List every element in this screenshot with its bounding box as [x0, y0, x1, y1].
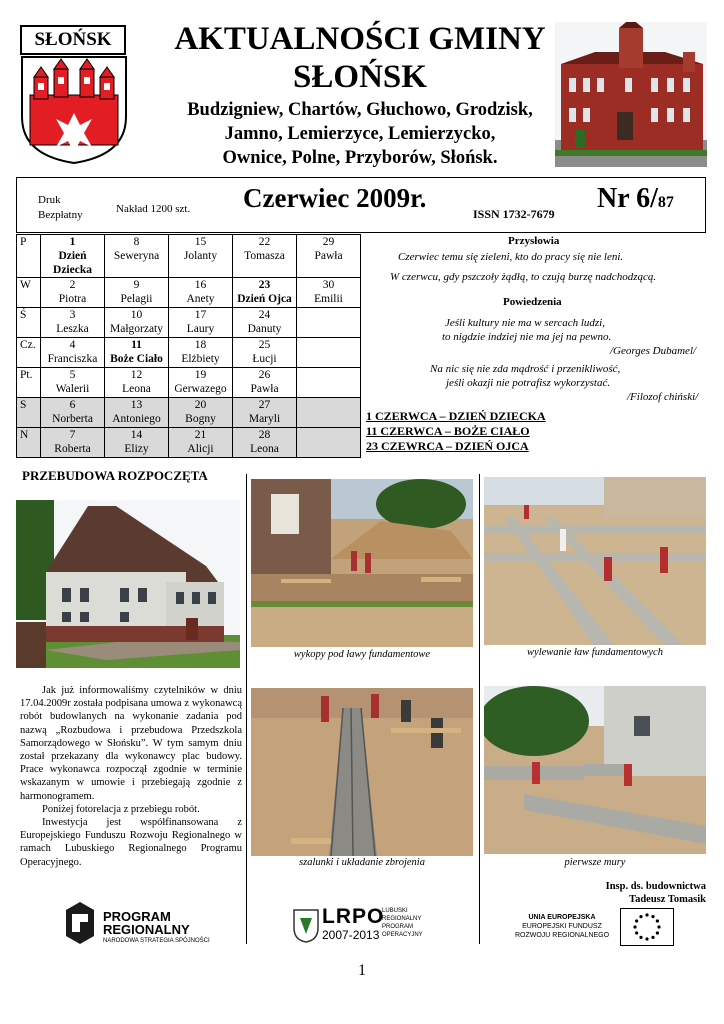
calendar-cell: [233, 428, 297, 458]
calendar-nameday: Dzień Ojca: [237, 293, 292, 305]
circulation: Nakład 1200 szt.: [116, 203, 191, 215]
coat-of-arms-icon: [20, 55, 128, 165]
calendar-cell: [297, 308, 361, 338]
photo-first-walls: [484, 686, 706, 854]
eu-line3: ROZWOJU REGIONALNEGO: [514, 932, 610, 939]
eu-logo-text: [510, 913, 614, 940]
calendar-date: 3: [69, 309, 76, 321]
lrpo-line2: REGIONALNY: [382, 916, 422, 922]
calendar-nameday: Pawła: [250, 383, 279, 395]
calendar-date: 20: [194, 399, 207, 411]
villages-line3: Ownice, Polne, Przyborów, Słońsk.: [222, 148, 498, 168]
calendar-cell: [169, 428, 233, 458]
calendar-date: 6: [69, 399, 76, 411]
calendar-cell: [233, 368, 297, 398]
caption-excavations: wykopy pod ławy fundamentowe: [293, 649, 431, 660]
calendar-cell: [233, 308, 297, 338]
villages-line2: Jamno, Lemierzyce, Lemierzycko,: [224, 124, 496, 144]
calendar-weekday: Ś: [17, 308, 41, 338]
calendar-cell: [41, 338, 105, 368]
calendar-date: 21: [194, 429, 207, 441]
photo-foundation-pouring: [484, 477, 706, 645]
calendar-date: 14: [130, 429, 143, 441]
proverb-2: W czerwcu, gdy pszczoły żądłą, to czują burzę nadchodzącą.: [390, 271, 657, 283]
calendar-row: [17, 308, 361, 338]
calendar-cell: [297, 398, 361, 428]
town-hall-photo: [555, 22, 707, 167]
calendar-cell: [169, 398, 233, 428]
calendar-cell: [169, 308, 233, 338]
program-line3: NARODOWA STRATEGIA SPÓJNOŚCI: [103, 938, 210, 944]
calendar-nameday: Maryli: [248, 413, 281, 425]
calendar-weekday: S: [17, 398, 41, 428]
program-line2: REGIONALNY: [103, 922, 190, 937]
calendar-cell: [169, 235, 233, 278]
calendar-nameday: Gerwazego: [174, 383, 227, 395]
calendar-cell: [105, 428, 169, 458]
calendar-date: 4: [69, 339, 76, 351]
calendar-nameday: Laury: [186, 323, 215, 335]
program-regionalny-logo-icon: [62, 900, 98, 946]
lrpo-main: LRPO: [322, 905, 385, 928]
calendar-cell: [233, 338, 297, 368]
calendar-date: 30: [322, 279, 335, 291]
calendar-date: 1: [69, 236, 76, 248]
photo-formwork-rebar: [251, 688, 473, 856]
signature-name: Tadeusz Tomasik: [629, 894, 706, 905]
calendar-cell: [169, 338, 233, 368]
program-line1: PROGRAM: [103, 909, 171, 924]
villages-line1: Budzigniew, Chartów, Głuchowo, Grodzisk,: [187, 100, 533, 120]
calendar-nameday: Piotra: [58, 293, 87, 305]
calendar-date: 23: [258, 279, 271, 291]
calendar-table: [16, 234, 361, 458]
calendar-cell: [41, 308, 105, 338]
villages-list: [150, 98, 570, 170]
title-line2: SŁOŃSK: [293, 59, 427, 95]
calendar-nameday: Pelagii: [120, 293, 153, 305]
holidays-list: [366, 409, 546, 454]
calendar-cell: [297, 368, 361, 398]
calendar-nameday: Antoniego: [112, 413, 161, 425]
issue-number-main: Nr 6/: [597, 183, 658, 214]
calendar-cell: [105, 308, 169, 338]
calendar-nameday: Alicji: [187, 443, 214, 455]
calendar-date: 29: [322, 236, 335, 248]
quote-1-line2: to nigdzie indziej nie ma jej na pewno.: [442, 331, 612, 343]
proverb-1: Czerwiec temu się zieleni, kto do pracy się nie leni.: [398, 251, 624, 263]
calendar-nameday: Seweryna: [113, 250, 160, 262]
photo-excavations: [251, 479, 473, 647]
calendar-date: 2: [69, 279, 76, 291]
calendar-cell: [41, 398, 105, 428]
holiday-item: 11 CZERWCA – BOŻE CIAŁO: [366, 424, 530, 438]
lrpo-years: 2007-2013: [322, 928, 380, 942]
calendar-nameday: Jolanty: [183, 250, 218, 262]
calendar-row: [17, 368, 361, 398]
free-label: Bezpłatny: [38, 209, 83, 221]
calendar-cell: [41, 428, 105, 458]
calendar-cell: [105, 278, 169, 308]
calendar-cell: [233, 235, 297, 278]
eu-line1: UNIA EUROPEJSKA: [528, 914, 596, 921]
calendar-cell: [233, 398, 297, 428]
title-line1: AKTUALNOŚCI GMINY: [174, 21, 546, 57]
print-info: [38, 193, 83, 223]
calendar-date: 11: [131, 339, 142, 351]
calendar-weekday: Cz.: [17, 338, 41, 368]
caption-first-walls: pierwsze mury: [564, 857, 626, 868]
calendar-cell: [297, 338, 361, 368]
calendar-row: [17, 235, 361, 278]
eu-line2: EUROPEJSKI FUNDUSZ: [522, 923, 602, 930]
calendar-nameday: Leszka: [56, 323, 89, 335]
calendar-date: 26: [258, 369, 271, 381]
calendar-row: [17, 338, 361, 368]
calendar-date: 5: [69, 369, 76, 381]
calendar-row: [17, 398, 361, 428]
quote-1-author: /Georges Dubamel/: [610, 345, 697, 357]
calendar-date: 13: [130, 399, 143, 411]
calendar-nameday: Danuty: [247, 323, 282, 335]
article-heading: PRZEBUDOWA ROZPOCZĘTA: [22, 468, 208, 483]
calendar-date: 15: [194, 236, 207, 248]
print-label: Druk: [38, 194, 61, 206]
page-number: 1: [358, 962, 366, 979]
calendar-nameday: Małgorzaty: [109, 323, 163, 335]
article-body: [20, 684, 242, 869]
quote-2-line1: Na nic się nie zda mądrość i przenikliwość,: [430, 363, 621, 375]
issue-number: [597, 183, 674, 215]
calendar-nameday: Bogny: [185, 413, 216, 425]
calendar-nameday: Elizy: [124, 443, 149, 455]
issue-number-total: 87: [657, 194, 674, 211]
calendar-nameday: Elżbiety: [181, 353, 220, 365]
calendar-date: 10: [130, 309, 143, 321]
calendar-date: 12: [130, 369, 143, 381]
quote-2-author: /Filozof chiński/: [627, 391, 699, 403]
calendar-cell: [105, 235, 169, 278]
signature: [560, 880, 706, 906]
calendar-date: 8: [133, 236, 140, 248]
issue-month: Czerwiec 2009r.: [243, 183, 427, 213]
calendar-date: 22: [258, 236, 271, 248]
quote-1-line1: Jeśli kultury nie ma w sercach ludzi,: [445, 317, 605, 329]
calendar-cell: [169, 368, 233, 398]
calendar-cell: [105, 368, 169, 398]
eu-flag-icon: [620, 908, 674, 946]
calendar-nameday: Norberta: [52, 413, 93, 425]
calendar-row: [17, 428, 361, 458]
lrpo-text: [382, 907, 423, 939]
calendar-cell: [105, 398, 169, 428]
sayings-title: Powiedzenia: [503, 296, 562, 308]
calendar-cell: [297, 235, 361, 278]
lubuskie-crest-icon: [292, 908, 320, 944]
calendar-nameday: Leona: [250, 443, 279, 455]
calendar-cell: [41, 278, 105, 308]
calendar-date: 28: [258, 429, 271, 441]
calendar-nameday: Pawła: [314, 250, 343, 262]
calendar-nameday: Franciszka: [47, 353, 98, 365]
calendar-cell: [41, 235, 105, 278]
calendar-date: 9: [133, 279, 140, 291]
proverbs-title: Przysłowia: [508, 235, 560, 247]
caption-foundation-pouring: wylewanie ław fundamentowych: [527, 647, 663, 658]
calendar-date: 24: [258, 309, 271, 321]
calendar-nameday: Leona: [122, 383, 151, 395]
calendar-nameday: Emilii: [314, 293, 343, 305]
holiday-item: 23 CZEWRCA – DZIEŃ OJCA: [366, 439, 529, 453]
article-paragraph-2: Poniżej fotorelacja z przebiegu robót.: [42, 803, 200, 815]
calendar-date: 16: [194, 279, 207, 291]
issn: ISSN 1732-7679: [473, 207, 555, 221]
calendar-date: 19: [194, 369, 207, 381]
kindergarten-photo: [16, 500, 240, 668]
calendar-nameday: Tomasza: [244, 250, 285, 262]
lrpo-line4: OPERACYJNY: [382, 932, 423, 938]
calendar-weekday: Pt.: [17, 368, 41, 398]
calendar-date: 27: [258, 399, 271, 411]
calendar-cell: [297, 278, 361, 308]
crest-label: SŁOŃSK: [20, 25, 126, 55]
holiday-item: 1 CZERWCA – DZIEŃ DZIECKA: [366, 409, 546, 423]
program-regionalny-logo: [103, 910, 210, 946]
calendar-weekday: P: [17, 235, 41, 278]
calendar-nameday: Łucji: [252, 353, 277, 365]
caption-formwork-rebar: szalunki i układanie zbrojenia: [299, 857, 425, 868]
calendar-nameday: Dzień Dziecka: [53, 250, 92, 276]
lrpo-line1: LUBUSKI: [382, 908, 408, 914]
calendar-cell: [105, 338, 169, 368]
newsletter-title: [140, 20, 580, 96]
calendar-nameday: Walerii: [55, 383, 90, 395]
quote-2-line2: jeśli okazji nie potrafisz wykorzystać.: [446, 377, 611, 389]
article-paragraph-3: Inwestycja jest współfinansowana z Europejskiego Funduszu Rozwoju Regionalnego w ramach Lubuskiego Regionalnego Programu Operacyjnego.: [20, 817, 242, 868]
lrpo-line3: PROGRAM: [382, 924, 414, 930]
calendar-date: 18: [194, 339, 207, 351]
calendar-nameday: Boże Ciało: [110, 353, 163, 365]
calendar-nameday: Anety: [186, 293, 215, 305]
calendar-date: 7: [69, 429, 76, 441]
calendar-date: 25: [258, 339, 271, 351]
calendar-weekday: W: [17, 278, 41, 308]
calendar-nameday: Roberta: [54, 443, 91, 455]
calendar-date: 17: [194, 309, 207, 321]
calendar-cell: [41, 368, 105, 398]
calendar-cell: [169, 278, 233, 308]
calendar-cell: [297, 428, 361, 458]
article-paragraph-1: Jak już informowaliśmy czytelników w dniu 17.04.2009r została podpisana umowa z wykonawcą robót budowlanych na wykonanie zadania pod nazwą „Rozbudowa i przebudowa Przedszkola Samorządowego w Słońsku”. W tym samym dniu został przekazany dla wykonawcy plac budowy. Prace wykonawca rozpoczął zgodnie w terminie wskazanym w umowie i przebiegają zgodnie z harmonogramem.: [20, 685, 242, 802]
calendar-weekday: N: [17, 428, 41, 458]
lrpo-logo: [322, 906, 384, 942]
calendar-cell: [233, 278, 297, 308]
signature-role: Insp. ds. budownictwa: [605, 881, 706, 892]
calendar-row: [17, 278, 361, 308]
